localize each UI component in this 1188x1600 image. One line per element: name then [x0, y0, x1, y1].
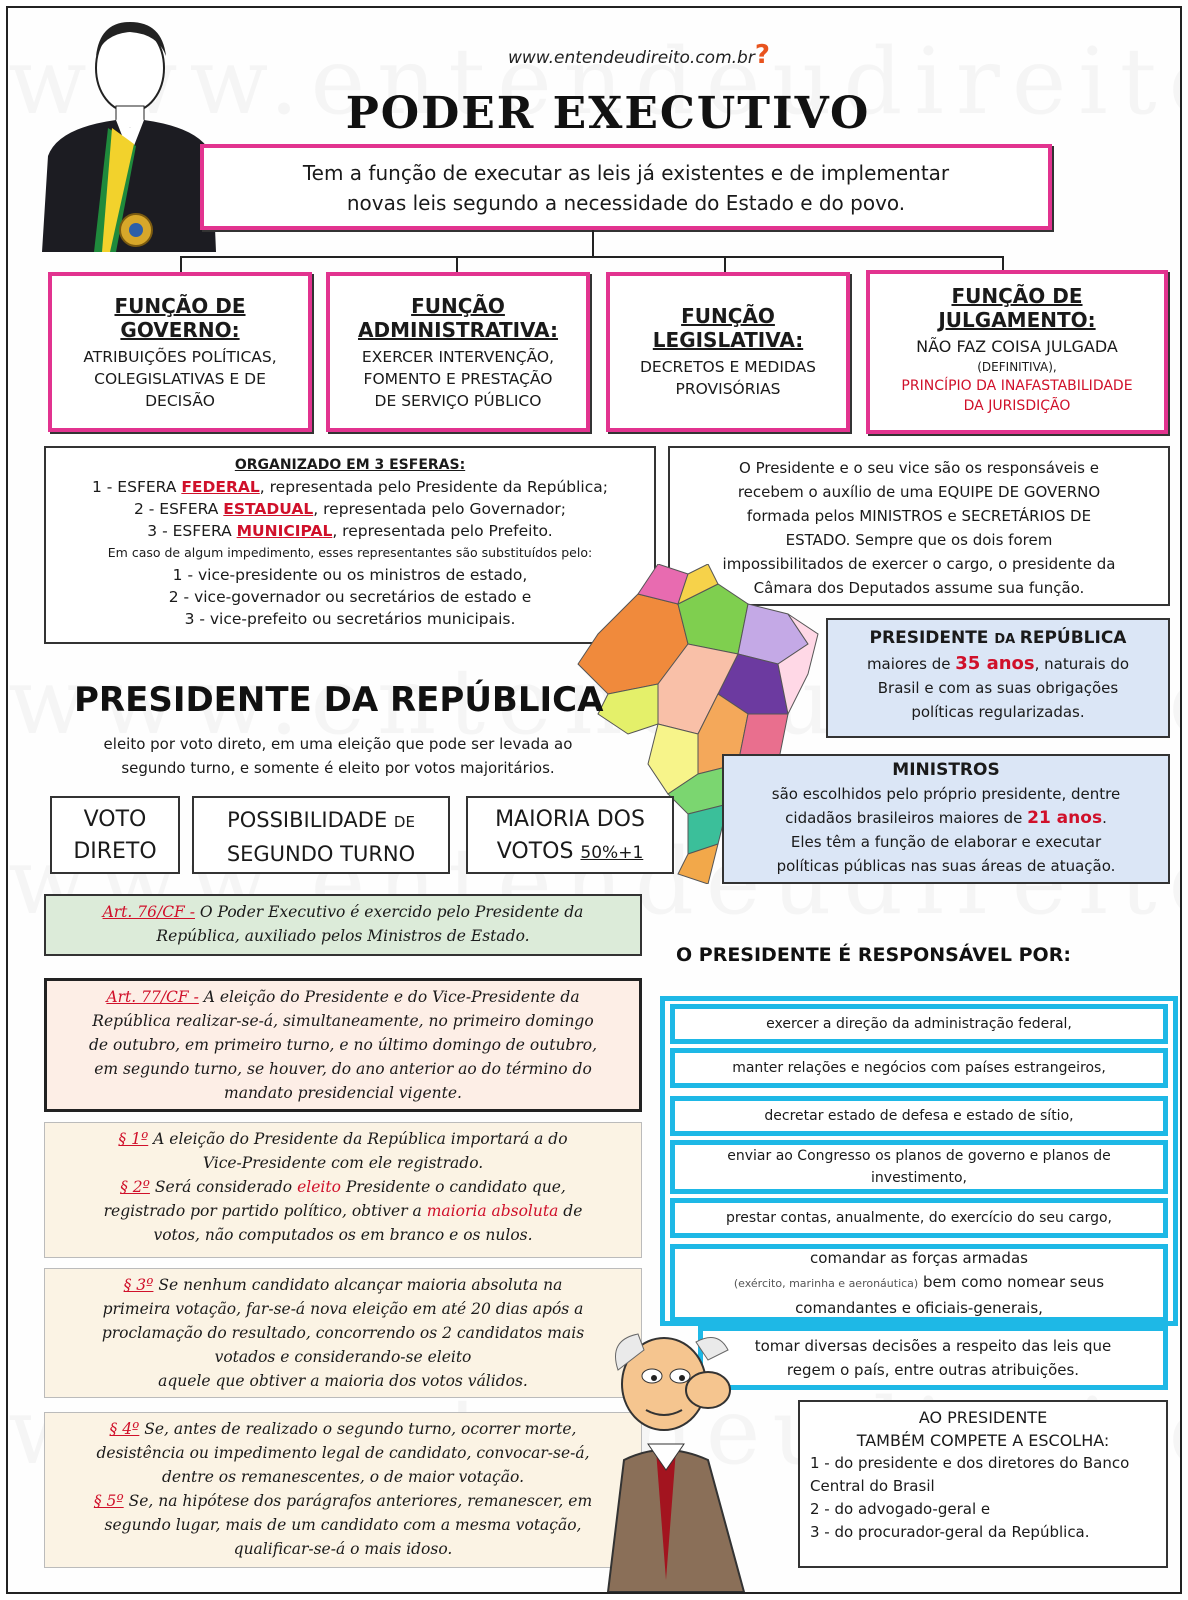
paragraph-text: Se, antes de realizado o segundo turno, ocorrer morte,	[139, 1420, 577, 1438]
paragraph-highlight: eleito	[297, 1178, 341, 1196]
responsibility-note: (exército, marinha e aeronáutica)	[733, 1277, 919, 1290]
function-desc: DA JURISDIÇÃO	[963, 398, 1071, 414]
responsibility-text: regem o país, entre outras atribuições.	[786, 1361, 1080, 1379]
article-76-box	[44, 894, 642, 956]
req-age: 35 anos	[955, 653, 1035, 674]
team-line: Câmara dos Deputados assume sua função.	[753, 579, 1085, 597]
vote-text: 50%+1	[580, 843, 644, 863]
responsibilities-heading: O PRESIDENTE É RESPONSÁVEL POR:	[676, 944, 1071, 966]
intro-line: Tem a função de executar as leis já existentes e de implementar	[302, 161, 950, 185]
sphere-text: , representada pelo Presidente da República;	[259, 478, 608, 496]
president-requirements-box	[826, 618, 1170, 738]
article-77-box	[44, 978, 642, 1112]
req-text: , naturais do	[1034, 655, 1130, 673]
responsibility-item	[670, 1244, 1168, 1322]
spheres-note: Em caso de algum impedimento, esses representantes são substituídos pelo:	[107, 545, 593, 560]
paragraph-text: proclamação do resultado, concorrendo os 2 candidatos mais	[101, 1324, 585, 1342]
ministers-text: .	[1102, 809, 1107, 827]
article-text: República realizar-se-á, simultaneamente, no primeiro domingo	[92, 1012, 594, 1030]
article-ref: Art. 77/CF -	[106, 988, 199, 1006]
req-title: DA	[994, 632, 1020, 647]
responsibility-item	[670, 1198, 1168, 1238]
intro-line: novas leis segundo a necessidade do Estado e do povo.	[346, 191, 906, 215]
paragraph-highlight: maioria absoluta	[426, 1202, 559, 1220]
old-man-illustration	[568, 1330, 808, 1592]
sphere-highlight: FEDERAL	[181, 478, 260, 496]
function-desc: PRINCÍPIO DA INAFASTABILIDADE	[901, 378, 1133, 394]
paragraph-text: Será considerado	[149, 1178, 298, 1196]
choice-item: 3 - do procurador-geral da República.	[810, 1523, 1090, 1541]
choice-item: Central do Brasil	[810, 1477, 935, 1495]
site-url[interactable]	[508, 40, 770, 70]
function-desc: PROVISÓRIAS	[675, 380, 781, 398]
paragraph-ref: § 4º	[109, 1420, 140, 1438]
ministers-text: são escolhidos pelo próprio presidente, dentre	[771, 785, 1121, 803]
sphere-text: , representada pelo Governador;	[313, 500, 567, 518]
page-title: PODER EXECUTIVO	[345, 88, 871, 139]
paragraph-text: Se, na hipótese dos parágrafos anteriores, remanescer, em	[123, 1492, 593, 1510]
paragraph-text: Presidente o candidato que,	[340, 1178, 566, 1196]
paragraph-text: qualificar-se-á o mais idoso.	[233, 1540, 453, 1558]
president-heading: PRESIDENTE DA REPÚBLICA	[74, 680, 604, 720]
substitute-line: 3 - vice-prefeito ou secretários municipais.	[184, 610, 516, 628]
substitute-line: 2 - vice-governador ou secretários de estado e	[168, 588, 532, 606]
sphere-highlight: MUNICIPAL	[236, 522, 333, 540]
paragraph-text: votados e considerando-se eleito	[214, 1348, 472, 1366]
paragraph-ref: § 1º	[118, 1130, 149, 1148]
substitute-line: 1 - vice-presidente ou os ministros de estado,	[172, 566, 528, 584]
paragraph-text: Vice-Presidente com ele registrado.	[202, 1154, 484, 1172]
paragraphs-4-5-box	[44, 1412, 642, 1568]
vote-text: DIRETO	[73, 839, 157, 864]
sphere-text: 3 - ESFERA	[147, 522, 237, 540]
paragraphs-1-2-box	[44, 1122, 642, 1258]
article-text: de outubro, em primeiro turno, e no último domingo de outubro,	[88, 1036, 598, 1054]
team-line: recebem o auxílio de uma EQUIPE DE GOVERNO	[737, 483, 1101, 501]
req-title: REPÚBLICA	[1019, 628, 1127, 648]
paragraph-ref: § 2º	[120, 1178, 150, 1196]
connector-line	[592, 230, 594, 258]
site-url-text: www.entendeudireito.com.br	[508, 48, 755, 68]
choice-box	[798, 1400, 1168, 1568]
responsibility-text: tomar diversas decisões a respeito das leis que	[754, 1337, 1112, 1355]
paragraph-text: votos, não computados os em branco e os nulos.	[153, 1226, 533, 1244]
vote-text: DE	[393, 813, 415, 831]
paragraph-text: aquele que obtiver a maioria dos votos válidos.	[158, 1372, 528, 1390]
article-text: República, auxiliado pelos Ministros de Estado.	[156, 927, 530, 945]
function-desc: (DEFINITIVA),	[977, 360, 1057, 374]
question-mark-icon: ?	[754, 40, 770, 70]
function-title: FUNÇÃO DE	[114, 294, 246, 318]
pres-desc-line: segundo turno, e somente é eleito por votos majoritários.	[121, 759, 555, 777]
paragraph-text: A eleição do Presidente da República importará a do	[148, 1130, 568, 1148]
article-text: O Poder Executivo é exercido pelo Presidente da	[194, 903, 584, 921]
responsibility-text: investimento,	[871, 1170, 967, 1186]
infographic	[6, 6, 1182, 1594]
sphere-text: 1 - ESFERA	[92, 478, 182, 496]
function-desc: DE SERVIÇO PÚBLICO	[374, 392, 542, 410]
team-line: impossibilitados de exercer o cargo, o presidente da	[722, 555, 1116, 573]
spheres-title: ORGANIZADO EM 3 ESFERAS:	[234, 457, 466, 473]
ministers-age: 21 anos	[1027, 808, 1103, 828]
paragraph-text: dentre os remanescentes, o de maior votação.	[161, 1468, 525, 1486]
function-title: JULGAMENTO:	[938, 308, 1096, 332]
responsibility-item	[670, 1048, 1168, 1088]
sphere-text: , representada pelo Prefeito.	[332, 522, 553, 540]
vote-text: MAIORIA DOS	[495, 807, 645, 832]
vote-text: SEGUNDO TURNO	[226, 842, 416, 866]
function-title: ADMINISTRATIVA:	[357, 318, 559, 342]
choice-item: 2 - do advogado-geral e	[810, 1500, 991, 1518]
responsibility-item	[670, 1140, 1168, 1194]
function-title: FUNÇÃO	[681, 304, 775, 328]
responsibility-text: exercer a direção da administração federal,	[766, 1016, 1072, 1032]
function-desc: NÃO FAZ COISA JULGADA	[916, 337, 1118, 356]
function-title: FUNÇÃO	[411, 294, 505, 318]
responsibility-text: bem como nomear seus	[918, 1273, 1105, 1291]
paragraph-text: primeira votação, far-se-á nova eleição em até 20 dias após a	[102, 1300, 584, 1318]
req-text: maiores de	[866, 655, 956, 673]
function-desc: DECISÃO	[145, 392, 215, 410]
choice-title: AO PRESIDENTE	[918, 1408, 1048, 1427]
article-text: A eleição do Presidente e do Vice-Presidente da	[198, 988, 580, 1006]
vote-text: VOTO	[83, 807, 147, 832]
sphere-text: 2 - ESFERA	[133, 500, 224, 518]
connector-line	[180, 256, 1002, 258]
paragraph-ref: § 5º	[93, 1492, 124, 1510]
ministers-text: Eles têm a função de elaborar e executar	[790, 833, 1102, 851]
ministers-box	[722, 754, 1170, 884]
team-line: formada pelos MINISTROS e SECRETÁRIOS DE	[746, 507, 1092, 525]
pres-desc-line: eleito por voto direto, em uma eleição que pode ser levada ao	[103, 735, 573, 753]
choice-title: TAMBÉM COMPETE A ESCOLHA:	[856, 1431, 1110, 1450]
ministers-title: MINISTROS	[892, 760, 1000, 780]
function-title: FUNÇÃO DE	[951, 284, 1083, 308]
responsibility-text: decretar estado de defesa e estado de sítio,	[764, 1108, 1074, 1124]
article-ref: Art. 76/CF -	[102, 903, 195, 921]
team-line: O Presidente e o seu vice são os responsáveis e	[739, 459, 1099, 477]
vote-text: VOTOS	[496, 839, 581, 864]
responsibility-item	[670, 1004, 1168, 1044]
direct-vote-box	[50, 796, 180, 874]
paragraph-text: segundo lugar, mais de um candidato com a mesma votação,	[104, 1516, 582, 1534]
sphere-highlight: ESTADUAL	[223, 500, 314, 518]
ministers-text: políticas públicas nas suas áreas de atuação.	[776, 857, 1116, 875]
function-box-legislative	[606, 272, 850, 432]
responsibility-text: manter relações e negócios com países estrangeiros,	[732, 1060, 1106, 1076]
function-desc: ATRIBUIÇÕES POLÍTICAS,	[83, 348, 277, 366]
responsibility-text: comandar as forças armadas	[810, 1249, 1028, 1267]
function-title: GOVERNO:	[120, 318, 240, 342]
function-box-government	[48, 272, 312, 432]
intro-box	[200, 144, 1052, 230]
paragraph-text: desistência ou impedimento legal de candidato, convocar-se-á,	[96, 1444, 590, 1462]
choice-item: 1 - do presidente e dos diretores do Banco	[810, 1454, 1130, 1472]
team-line: ESTADO. Sempre que os dois forem	[785, 531, 1053, 549]
president-portrait-illustration	[38, 16, 218, 252]
responsibility-item	[670, 1096, 1168, 1136]
req-text: políticas regularizadas.	[911, 703, 1085, 721]
function-desc: EXERCER INTERVENÇÃO,	[361, 348, 555, 366]
function-title: LEGISLATIVA:	[652, 328, 804, 352]
ministers-text: cidadãos brasileiros maiores de	[785, 809, 1028, 827]
paragraph-3-box	[44, 1268, 642, 1398]
article-text: mandato presidencial vigente.	[224, 1084, 462, 1102]
responsibility-text: comandantes e oficiais-generais,	[795, 1299, 1043, 1317]
paragraph-text: Se nenhum candidato alcançar maioria absoluta na	[153, 1276, 563, 1294]
second-round-box	[192, 796, 450, 874]
function-desc: DECRETOS E MEDIDAS	[639, 358, 817, 376]
vote-text: POSSIBILIDADE	[227, 808, 394, 832]
paragraph-text: de	[558, 1202, 583, 1220]
president-description	[58, 732, 618, 780]
function-desc: COLEGISLATIVAS E DE	[94, 370, 266, 388]
paragraph-ref: § 3º	[123, 1276, 154, 1294]
function-box-administrative	[326, 272, 590, 432]
paragraph-text: registrado por partido político, obtiver a	[103, 1202, 427, 1220]
function-desc: FOMENTO E PRESTAÇÃO	[363, 370, 553, 388]
req-text: Brasil e com as suas obrigações	[877, 679, 1119, 697]
responsibility-text: enviar ao Congresso os planos de governo e planos de	[727, 1148, 1111, 1164]
responsibility-text: prestar contas, anualmente, do exercício do seu cargo,	[725, 1210, 1113, 1226]
req-title: PRESIDENTE	[869, 628, 995, 648]
majority-votes-box	[466, 796, 674, 874]
article-text: em segundo turno, se houver, do ano anterior ao do término do	[94, 1060, 592, 1078]
function-box-judgment	[866, 270, 1168, 434]
